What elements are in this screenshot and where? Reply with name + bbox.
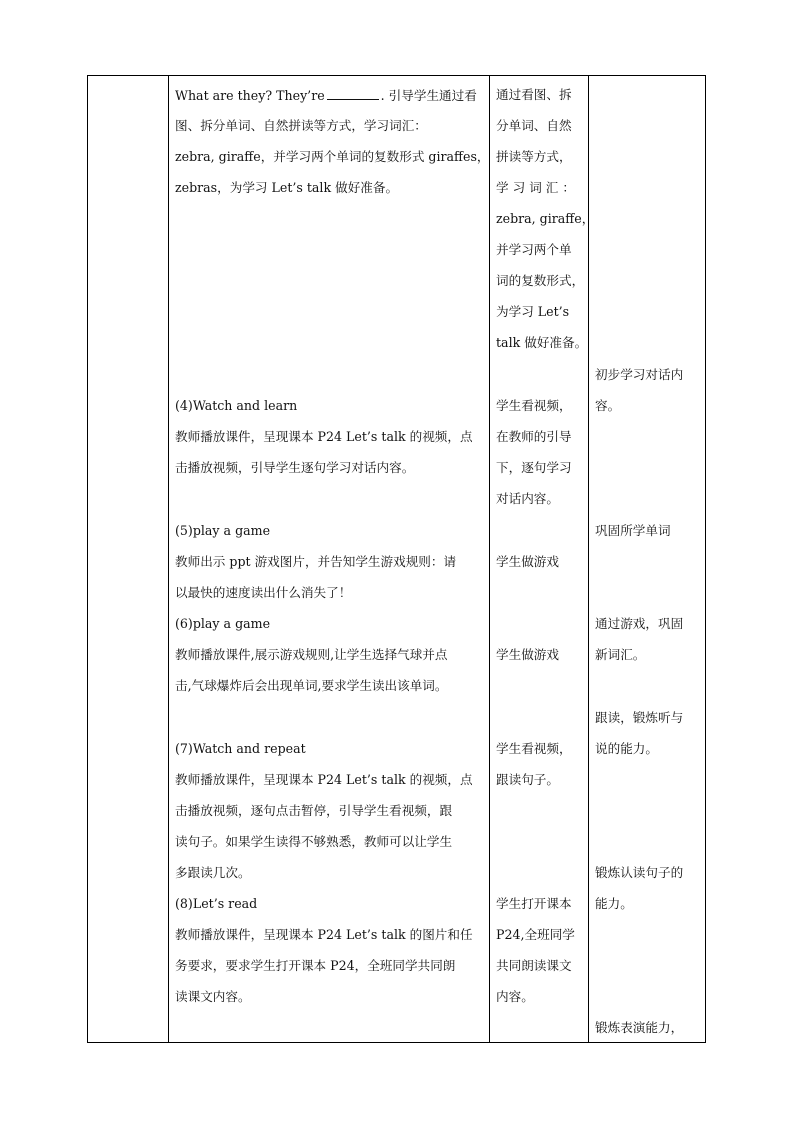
text-line: talk 做好准备。 (496, 335, 588, 350)
text-line: 初步学习对话内 (595, 367, 684, 382)
text-line: 跟读句子。 (496, 772, 559, 787)
text-line: 拼读等方式， (496, 149, 572, 164)
text-line: 学 习 词 汇 ： (496, 180, 575, 195)
text-line: zebra, giraffe，并学习两个单词的复数形式 giraffes， (175, 149, 490, 164)
text-line: (6)play a game (175, 616, 271, 631)
text-line (175, 87, 477, 104)
text-segment: What are they? They’re (175, 88, 325, 103)
text-line: 以最快的速度读出什么消失了！ (175, 585, 352, 600)
text-line: 通过看图、拆 (496, 87, 572, 102)
text-line: 教师播放课件,展示游戏规则,让学生选择气球并点 (175, 647, 448, 662)
text-line: 跟读，锻炼听与 (595, 710, 684, 725)
text-line: 务要求，要求学生打开课本 P24，全班同学共同朗 (175, 958, 456, 973)
text-line: 共同朗读课文 (496, 958, 572, 973)
text-line: 容。 (595, 398, 621, 413)
text-line: 击,气球爆炸后会出现单词,要求学生读出该单词。 (175, 678, 448, 693)
text-line: 学生做游戏 (496, 647, 559, 662)
text-line: (5)play a game (175, 523, 271, 538)
text-line: 学生看视频， (496, 741, 572, 756)
text-line: (8)Let’s read (175, 896, 258, 911)
column-divider (168, 76, 169, 1042)
text-line: 说的能力。 (595, 741, 658, 756)
text-line: 新词汇。 (595, 647, 646, 662)
text-segment: . 引导学生通过看 (380, 88, 477, 103)
text-line: zebra, giraffe， (496, 211, 595, 226)
lesson-plan-table (87, 75, 706, 1043)
column-divider (489, 76, 490, 1042)
text-line: 锻炼表演能力， (595, 1020, 684, 1035)
fill-in-blank (327, 87, 379, 100)
text-line: 教师播放课件，呈现课本 P24 Let’s talk 的图片和任 (175, 927, 473, 942)
text-line: 学生做游戏 (496, 554, 559, 569)
text-line: P24,全班同学 (496, 927, 575, 942)
text-line: 巩固所学单词 (595, 523, 671, 538)
text-line: 能力。 (595, 896, 633, 911)
text-line: 教师出示 ppt 游戏图片，并告知学生游戏规则：请 (175, 554, 457, 569)
text-line: 读句子。如果学生读得不够熟悉，教师可以让学生 (175, 834, 453, 849)
text-line: 学生打开课本 (496, 896, 572, 911)
text-line: 通过游戏，巩固 (595, 616, 684, 631)
text-line: 击播放视频，引导学生逐句学习对话内容。 (175, 460, 415, 475)
text-line: 教师播放课件，呈现课本 P24 Let’s talk 的视频，点 (175, 429, 473, 444)
text-line: 读课文内容。 (175, 989, 251, 1004)
text-line: 多跟读几次。 (175, 865, 251, 880)
text-line: 锻炼认读句子的 (595, 865, 684, 880)
text-line: 并学习两个单 (496, 242, 572, 257)
text-line: 对话内容。 (496, 491, 559, 506)
text-line: 击播放视频，逐句点击暂停，引导学生看视频，跟 (175, 803, 453, 818)
text-line: 在教师的引导 (496, 429, 572, 444)
text-line: 教师播放课件，呈现课本 P24 Let’s talk 的视频，点 (175, 772, 473, 787)
text-line: 为学习 Let’s (496, 304, 570, 319)
text-line: 学生看视频， (496, 398, 572, 413)
text-line: 下，逐句学习 (496, 460, 572, 475)
text-line: zebras，为学习 Let’s talk 做好准备。 (175, 180, 399, 195)
text-line: 词的复数形式， (496, 273, 585, 288)
text-line: (7)Watch and repeat (175, 741, 306, 756)
text-line: (4)Watch and learn (175, 398, 298, 413)
text-line: 图、拆分单词、自然拼读等方式，学习词汇： (175, 118, 427, 133)
text-line: 内容。 (496, 989, 534, 1004)
text-line: 分单词、自然 (496, 118, 572, 133)
